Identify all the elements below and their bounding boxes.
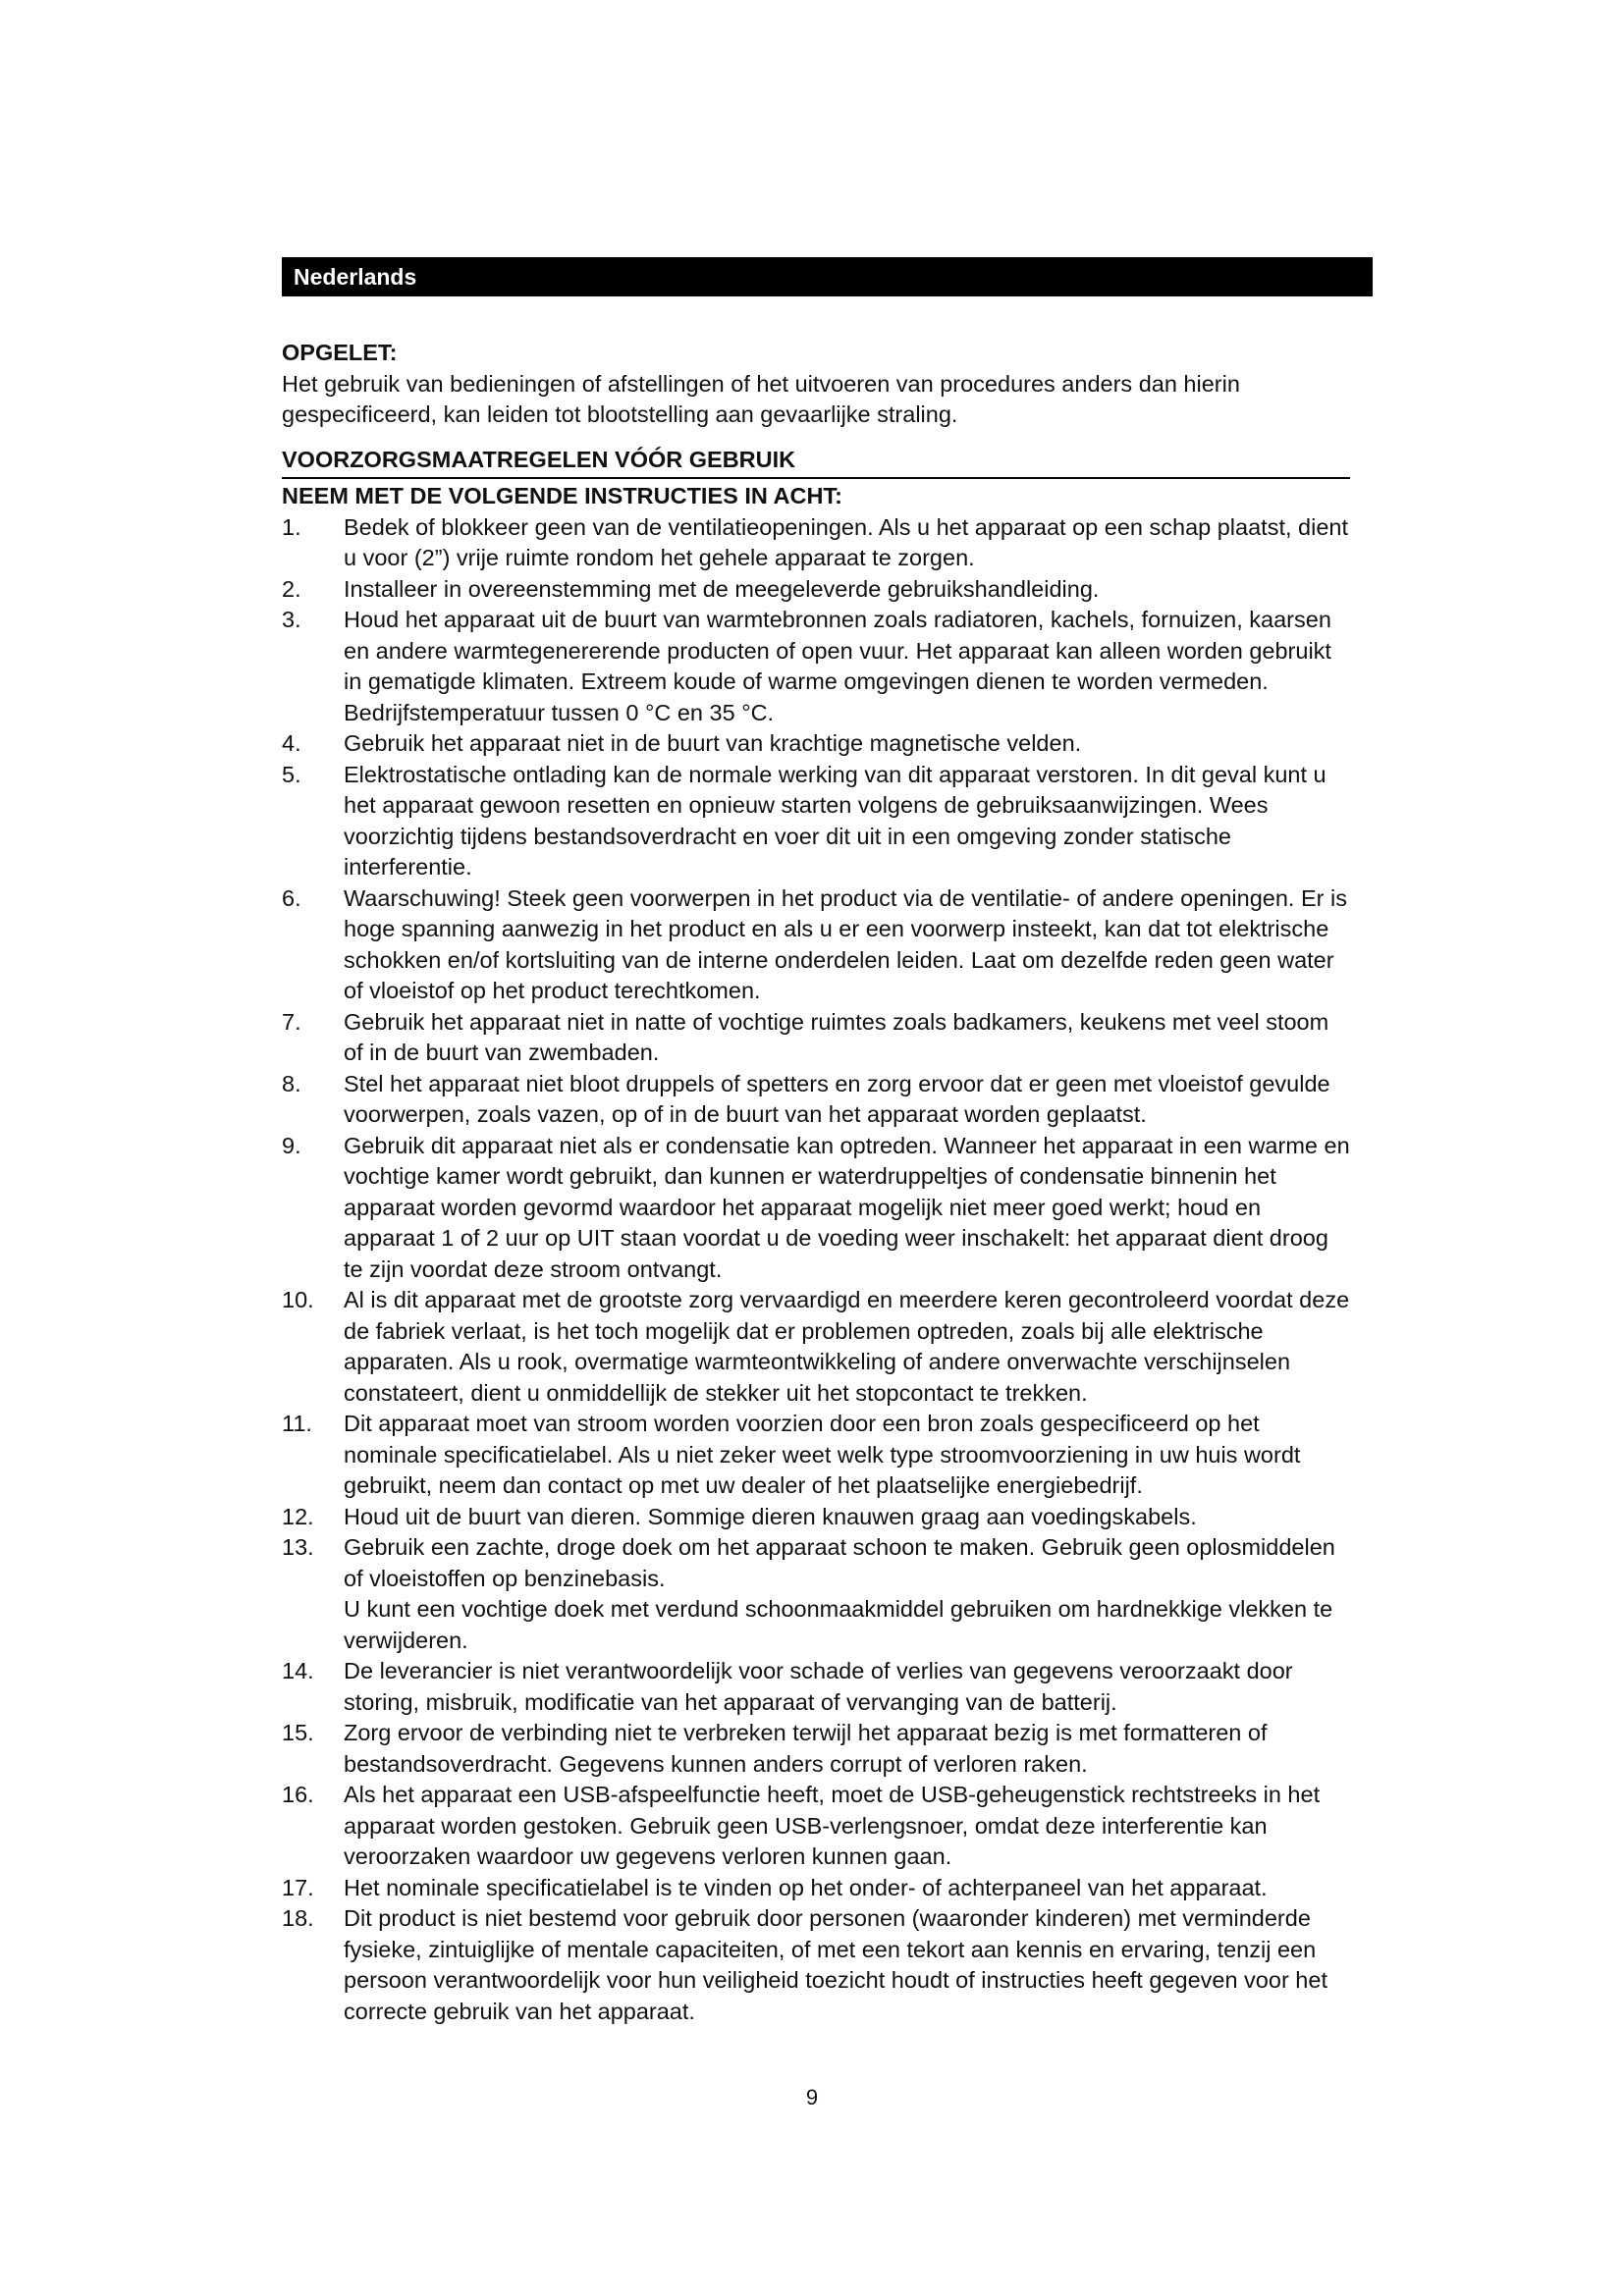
item-text: Stel het apparaat niet bloot druppels of spetters en zorg ervoor dat er geen met vloeistof gevulde voorwerpen, zoals vazen, op of in de buurt van het apparaat worden geplaatst. [344,1070,1330,1127]
list-item [282,574,1350,606]
item-text: Gebruik het apparaat niet in de buurt van krachtige magnetische velden. [344,730,1082,756]
item-text: Houd uit de buurt van dieren. Sommige dieren knauwen graag aan voedingskabels. [344,1503,1197,1529]
item-text: Installeer in overeenstemming met de meegeleverde gebruikshandleiding. [344,575,1100,602]
list-item [282,1069,1350,1131]
list-item [282,760,1350,883]
item-text: Gebruik een zachte, droge doek om het apparaat schoon te maken. Gebruik geen oplosmiddelen of vloeistoffen op benzinebasis. [344,1534,1335,1591]
item-text: Waarschuwing! Steek geen voorwerpen in het product via de ventilatie- of andere openingen. Er is hoge spanning aanwezig in het product en als u er een voorwerp insteekt, kan dat tot elektrische schokken en/of kortsluiting van de interne onderdelen leiden. Laat om dezelfde reden geen water of vloeistof op het product terechtkomen. [344,884,1347,1003]
item-text: Houd het apparaat uit de buurt van warmtebronnen zoals radiatoren, kachels, fornuizen, kaarsen en andere warmtegenererende producten of open vuur. Het apparaat kan alleen worden gebruikt in gematigde klimaten. Extreem koude of warme omgevingen dienen te worden vermeden. Bedrijfstemperatuur tussen 0 °C en 35 °C. [344,607,1331,725]
item-text: Het nominale specificatielabel is te vinden op het onder- of achterpaneel van het apparaat. [344,1874,1268,1900]
item-text: Elektrostatische ontlading kan de normale werking van dit apparaat verstoren. In dit geval kunt u het apparaat gewoon resetten en opnieuw starten volgens de gebruiksaanwijzingen. Wees voorzichtig tijdens bestandsoverdracht en voer dit uit in een omgeving zonder statische interferentie. [344,761,1326,880]
caution-title: OPGELET: [282,340,398,365]
list-item [282,1502,1350,1533]
list-item [282,728,1350,760]
precautions-list [282,512,1350,2028]
item-number: 2. [282,575,301,602]
item-text: Dit apparaat moet van stroom worden voorzien door een bron zoals gespecificeerd op het nominale specificatielabel. Als u niet zeker weet welk type stroomvoorziening in uw huis wordt gebruikt, neem dan contact op met uw dealer of het plaatselijke energiebedrijf. [344,1411,1301,1498]
item-number: 9. [282,1132,301,1158]
page-content [282,338,1350,2027]
item-number: 10. [282,1287,314,1312]
item-number: 14. [282,1658,314,1683]
manual-page [282,257,1373,2027]
item-text: Bedek of blokkeer geen van de ventilatieopeningen. Als u het apparaat op een schap plaatst, dient u voor (2”) vrije ruimte rondom het gehele apparaat te zorgen. [344,513,1348,570]
list-item [282,1903,1350,2027]
item-number: 5. [282,761,301,787]
list-item [282,1780,1350,1873]
item-extra-text: U kunt een vochtige doek met verdund schoonmaakmiddel gebruiken om hardnekkige vlekken te verwijderen. [344,1596,1333,1653]
item-text: Gebruik het apparaat niet in natte of vochtige ruimtes zoals badkamers, keukens met veel stoom of in de buurt van zwembaden. [344,1008,1329,1065]
item-number: 13. [282,1534,314,1560]
item-number: 3. [282,607,301,632]
list-item [282,1007,1350,1069]
list-item [282,1409,1350,1502]
item-text: Als het apparaat een USB-afspeelfunctie heeft, moet de USB-geheugenstick rechtstreeks in het apparaat worden gestoken. Gebruik geen USB-verlengsnoer, omdat deze interferentie kan veroorzaken waardoor uw gegevens verloren kunnen gaan. [344,1782,1321,1869]
item-number: 4. [282,730,301,756]
language-header: Nederlands [282,257,1373,296]
item-text: De leverancier is niet verantwoordelijk voor schade of verlies van gegevens veroorzaakt door storing, misbruik, modificatie van het apparaat of vervanging van de batterij. [344,1658,1293,1715]
item-number: 18. [282,1905,314,1931]
item-text: Al is dit apparaat met de grootste zorg vervaardigd en meerdere keren gecontroleerd voordat deze de fabriek verlaat, is het toch mogelijk dat er problemen optreden, zoals bij alle elektrische apparaten. Als u rook, overmatige warmteontwikkeling of andere onverwachte verschijnselen constateert, dient u onmiddellijk de stekker uit het stopcontact te trekken. [344,1287,1350,1406]
item-number: 12. [282,1503,314,1529]
list-item [282,1285,1350,1409]
list-item [282,1873,1350,1904]
list-item [282,1718,1350,1780]
page-number: 9 [805,2085,819,2109]
list-item [282,883,1350,1007]
item-number: 15. [282,1720,314,1745]
precautions-title: VOORZORGSMAATREGELEN VÓÓR GEBRUIK [282,446,796,472]
list-item [282,1131,1350,1286]
list-item [282,1532,1350,1656]
item-number: 16. [282,1782,314,1807]
list-item [282,605,1350,728]
list-item [282,1656,1350,1718]
item-number: 11. [282,1411,312,1436]
list-item [282,512,1350,574]
item-text: Dit product is niet bestemd voor gebruik door personen (waaronder kinderen) met verminderde fysieke, zintuiglijke of mentale capaciteiten, of met een tekort aan kennis en ervaring, tenzij een persoon verantwoordelijk voor hun veiligheid toezicht houdt of instructies heeft gegeven voor het correcte gebruik van het apparaat. [344,1905,1327,2024]
item-text: Zorg ervoor de verbinding niet te verbreken terwijl het apparaat bezig is met formatteren of bestandsoverdracht. Gegevens kunnen anders corrupt of verloren raken. [344,1720,1268,1777]
precautions-subtitle: NEEM MET DE VOLGENDE INSTRUCTIES IN ACHT: [282,477,1350,512]
item-number: 7. [282,1008,301,1035]
item-number: 8. [282,1070,301,1096]
item-number: 1. [282,513,301,540]
item-text: Gebruik dit apparaat niet als er condensatie kan optreden. Wanneer het apparaat in een warme en vochtige kamer wordt gebruikt, dan kunnen er waterdruppeltjes of condensatie binnenin het apparaat worden gevormd waardoor het apparaat mogelijk niet meer goed werkt; houd en apparaat 1 of 2 uur op UIT staan voordat u de voeding weer inschakelt: het apparaat dient droog te zijn voordat deze stroom ontvangt. [344,1132,1350,1282]
item-number: 17. [282,1874,314,1900]
item-number: 6. [282,884,301,911]
caution-text: Het gebruik van bedieningen of afstellingen of het uitvoeren van procedures anders dan hierin gespecificeerd, kan leiden tot blootstelling aan gevaarlijke straling. [282,370,1240,427]
